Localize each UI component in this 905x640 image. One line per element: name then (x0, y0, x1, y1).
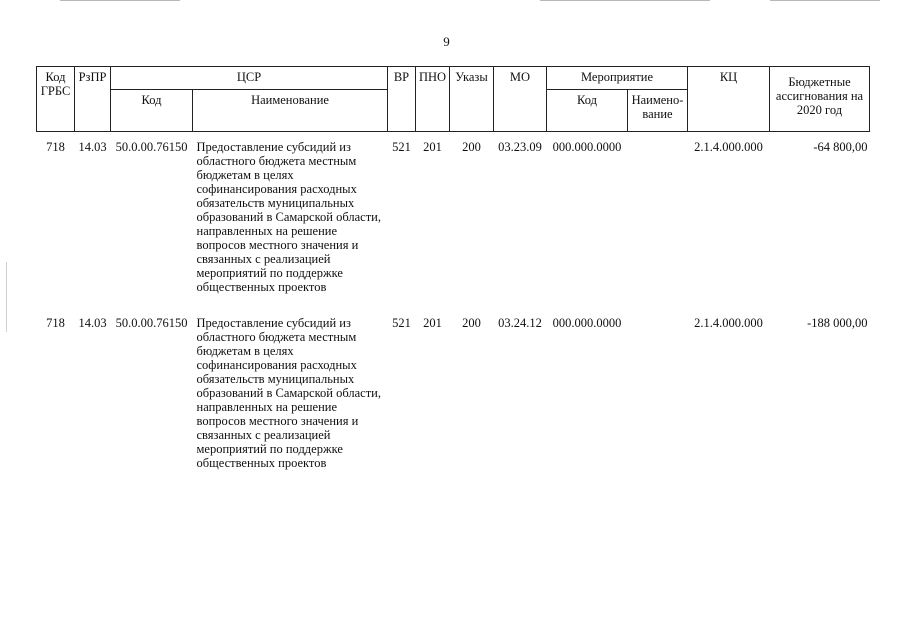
budget-table-container (36, 66, 870, 484)
cell-mer-name (628, 132, 688, 309)
cell-budget: -188 000,00 (807, 316, 868, 330)
cell-vr: 521 (392, 316, 411, 330)
page-number: 9 (443, 34, 450, 49)
cell-budget: -64 800,00 (813, 140, 868, 154)
cell-ukazy: 200 (462, 316, 481, 330)
scan-artifact-top (770, 0, 880, 1)
cell-pno: 201 (423, 316, 442, 330)
cell-mo: 03.24.12 (498, 316, 542, 330)
cell-vr: 521 (392, 140, 411, 154)
header-budget: Бюджетные ассигнования на 2020 год (770, 67, 870, 132)
header-pno: ПНО (416, 67, 450, 132)
header-csr-name: Наименование (193, 90, 388, 132)
budget-table (36, 66, 870, 484)
cell-csr-code: 50.0.00.76150 (115, 316, 188, 330)
header-meropriyatie: Мероприятие (547, 67, 688, 90)
table-body (37, 132, 870, 485)
cell-rzpr: 14.03 (78, 316, 107, 330)
cell-ukazy: 200 (462, 140, 481, 154)
header-csr: ЦСР (111, 67, 388, 90)
scan-artifact-top (60, 0, 180, 1)
cell-mer-code: 000.000.0000 (552, 140, 622, 154)
cell-mer-name (628, 308, 688, 484)
cell-mer-code: 000.000.0000 (552, 316, 622, 330)
cell-grbs: 718 (46, 316, 65, 330)
header-ukazy: Указы (450, 67, 494, 132)
header-mer-code: Код (547, 90, 628, 132)
cell-kc: 2.1.4.000.000 (694, 140, 763, 154)
scan-artifact-top (540, 0, 710, 1)
header-csr-code: Код (111, 90, 193, 132)
table-header (37, 67, 870, 132)
cell-csr-code: 50.0.00.76150 (115, 140, 188, 154)
cell-rzpr: 14.03 (78, 140, 107, 154)
header-grbs: Код ГРБС (37, 67, 75, 132)
cell-grbs: 718 (46, 140, 65, 154)
scan-artifact-left (6, 262, 7, 332)
cell-kc: 2.1.4.000.000 (694, 316, 763, 330)
table-row (37, 132, 870, 309)
cell-pno: 201 (423, 140, 442, 154)
cell-csr-name: Предоставление субсидий из областного бюджета местным бюджетам в целях софинансирования расходных обязательств муниципальных образований в Самарской области, направленных на решение вопросов местного значения и связанных с реализацией мероприятий по поддержке общественных проектов (196, 140, 381, 294)
header-vr: ВР (388, 67, 416, 132)
cell-mo: 03.23.09 (498, 140, 542, 154)
header-mer-name: Наимено-вание (628, 90, 688, 132)
table-row (37, 308, 870, 484)
header-kc: КЦ (688, 67, 770, 132)
header-mo: МО (494, 67, 547, 132)
header-rzpr: РзПР (75, 67, 111, 132)
cell-csr-name: Предоставление субсидий из областного бюджета местным бюджетам в целях софинансирования расходных обязательств муниципальных образований в Самарской области, направленных на решение вопросов местного значения и связанных с реализацией мероприятий по поддержке общественных проектов (196, 316, 381, 470)
